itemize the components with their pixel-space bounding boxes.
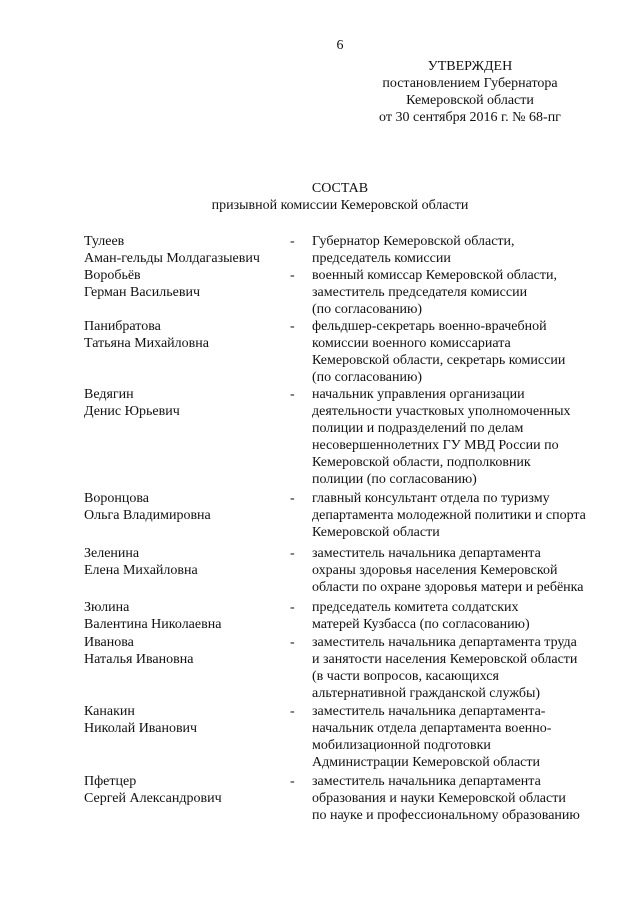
- member-name: Иванова Наталья Ивановна: [84, 635, 194, 667]
- approval-title: УТВЕРЖДЕН: [427, 59, 513, 74]
- member-name: Пфетцер Сергей Александрович: [84, 774, 222, 806]
- member-name: Воробьёв Герман Васильевич: [84, 268, 200, 300]
- member-role: заместитель начальника департамента образования и науки Кемеровской области по науке и профессиональному образованию: [312, 774, 580, 823]
- member-dash: -: [290, 268, 295, 283]
- member-dash: -: [290, 491, 295, 506]
- heading-title: СОСТАВ: [311, 181, 369, 196]
- member-role: председатель комитета солдатских матерей Кузбасса (по согласованию): [312, 600, 530, 632]
- member-dash: -: [290, 319, 295, 334]
- member-role: начальник управления организации деятельности участковых уполномоченных полиции и подразделений по делам несовершеннолетних ГУ МВД России по Кемеровской области, подполковник полиции (по согласованию): [312, 387, 571, 487]
- approval-stamp: [340, 58, 600, 126]
- member-dash: -: [290, 774, 295, 789]
- member-dash: -: [290, 387, 295, 402]
- member-name: Панибратова Татьяна Михайловна: [84, 319, 209, 351]
- member-role: военный комиссар Кемеровской области, заместитель председателя комиссии (по согласованию): [312, 268, 557, 317]
- member-role: фельдшер-секретарь военно-врачебной комиссии военного комиссариата Кемеровской области, секретарь комиссии (по согласованию): [312, 319, 566, 385]
- document-heading: [160, 180, 520, 214]
- member-role: главный консультант отдела по туризму департамента молодежной политики и спорта Кемеровской области: [312, 491, 586, 540]
- member-name: Воронцова Ольга Владимировна: [84, 491, 211, 523]
- member-name: Зеленина Елена Михайловна: [84, 546, 198, 578]
- approval-line-3: от 30 сентября 2016 г. № 68-пг: [379, 110, 561, 125]
- member-name: Тулеев Аман-гельды Молдагазыевич: [84, 234, 260, 266]
- page-number: 6: [336, 38, 344, 53]
- member-dash: -: [290, 234, 295, 249]
- heading-subtitle: призывной комиссии Кемеровской области: [211, 198, 469, 213]
- member-dash: -: [290, 600, 295, 615]
- member-dash: -: [290, 704, 295, 719]
- approval-line-1: постановлением Губернатора: [382, 76, 558, 91]
- member-name: Канакин Николай Иванович: [84, 704, 198, 736]
- member-role: заместитель начальника департамента труда и занятости населения Кемеровской области (в части вопросов, касающихся альтернативной гражданской службы): [312, 635, 578, 701]
- member-role: заместитель начальника департамента- начальник отдела департамента военно- мобилизационной подготовки Администрации Кемеровской области: [312, 704, 552, 770]
- member-dash: -: [290, 546, 295, 561]
- member-name: Ведягин Денис Юрьевич: [84, 387, 180, 419]
- member-role: заместитель начальника департамента охраны здоровья населения Кемеровской области по охране здоровья матери и ребёнка: [312, 546, 584, 595]
- member-role: Губернатор Кемеровской области, председатель комиссии: [312, 234, 515, 266]
- member-dash: -: [290, 635, 295, 650]
- approval-line-2: Кемеровской области: [406, 93, 534, 108]
- member-name: Зюлина Валентина Николаевна: [84, 600, 222, 632]
